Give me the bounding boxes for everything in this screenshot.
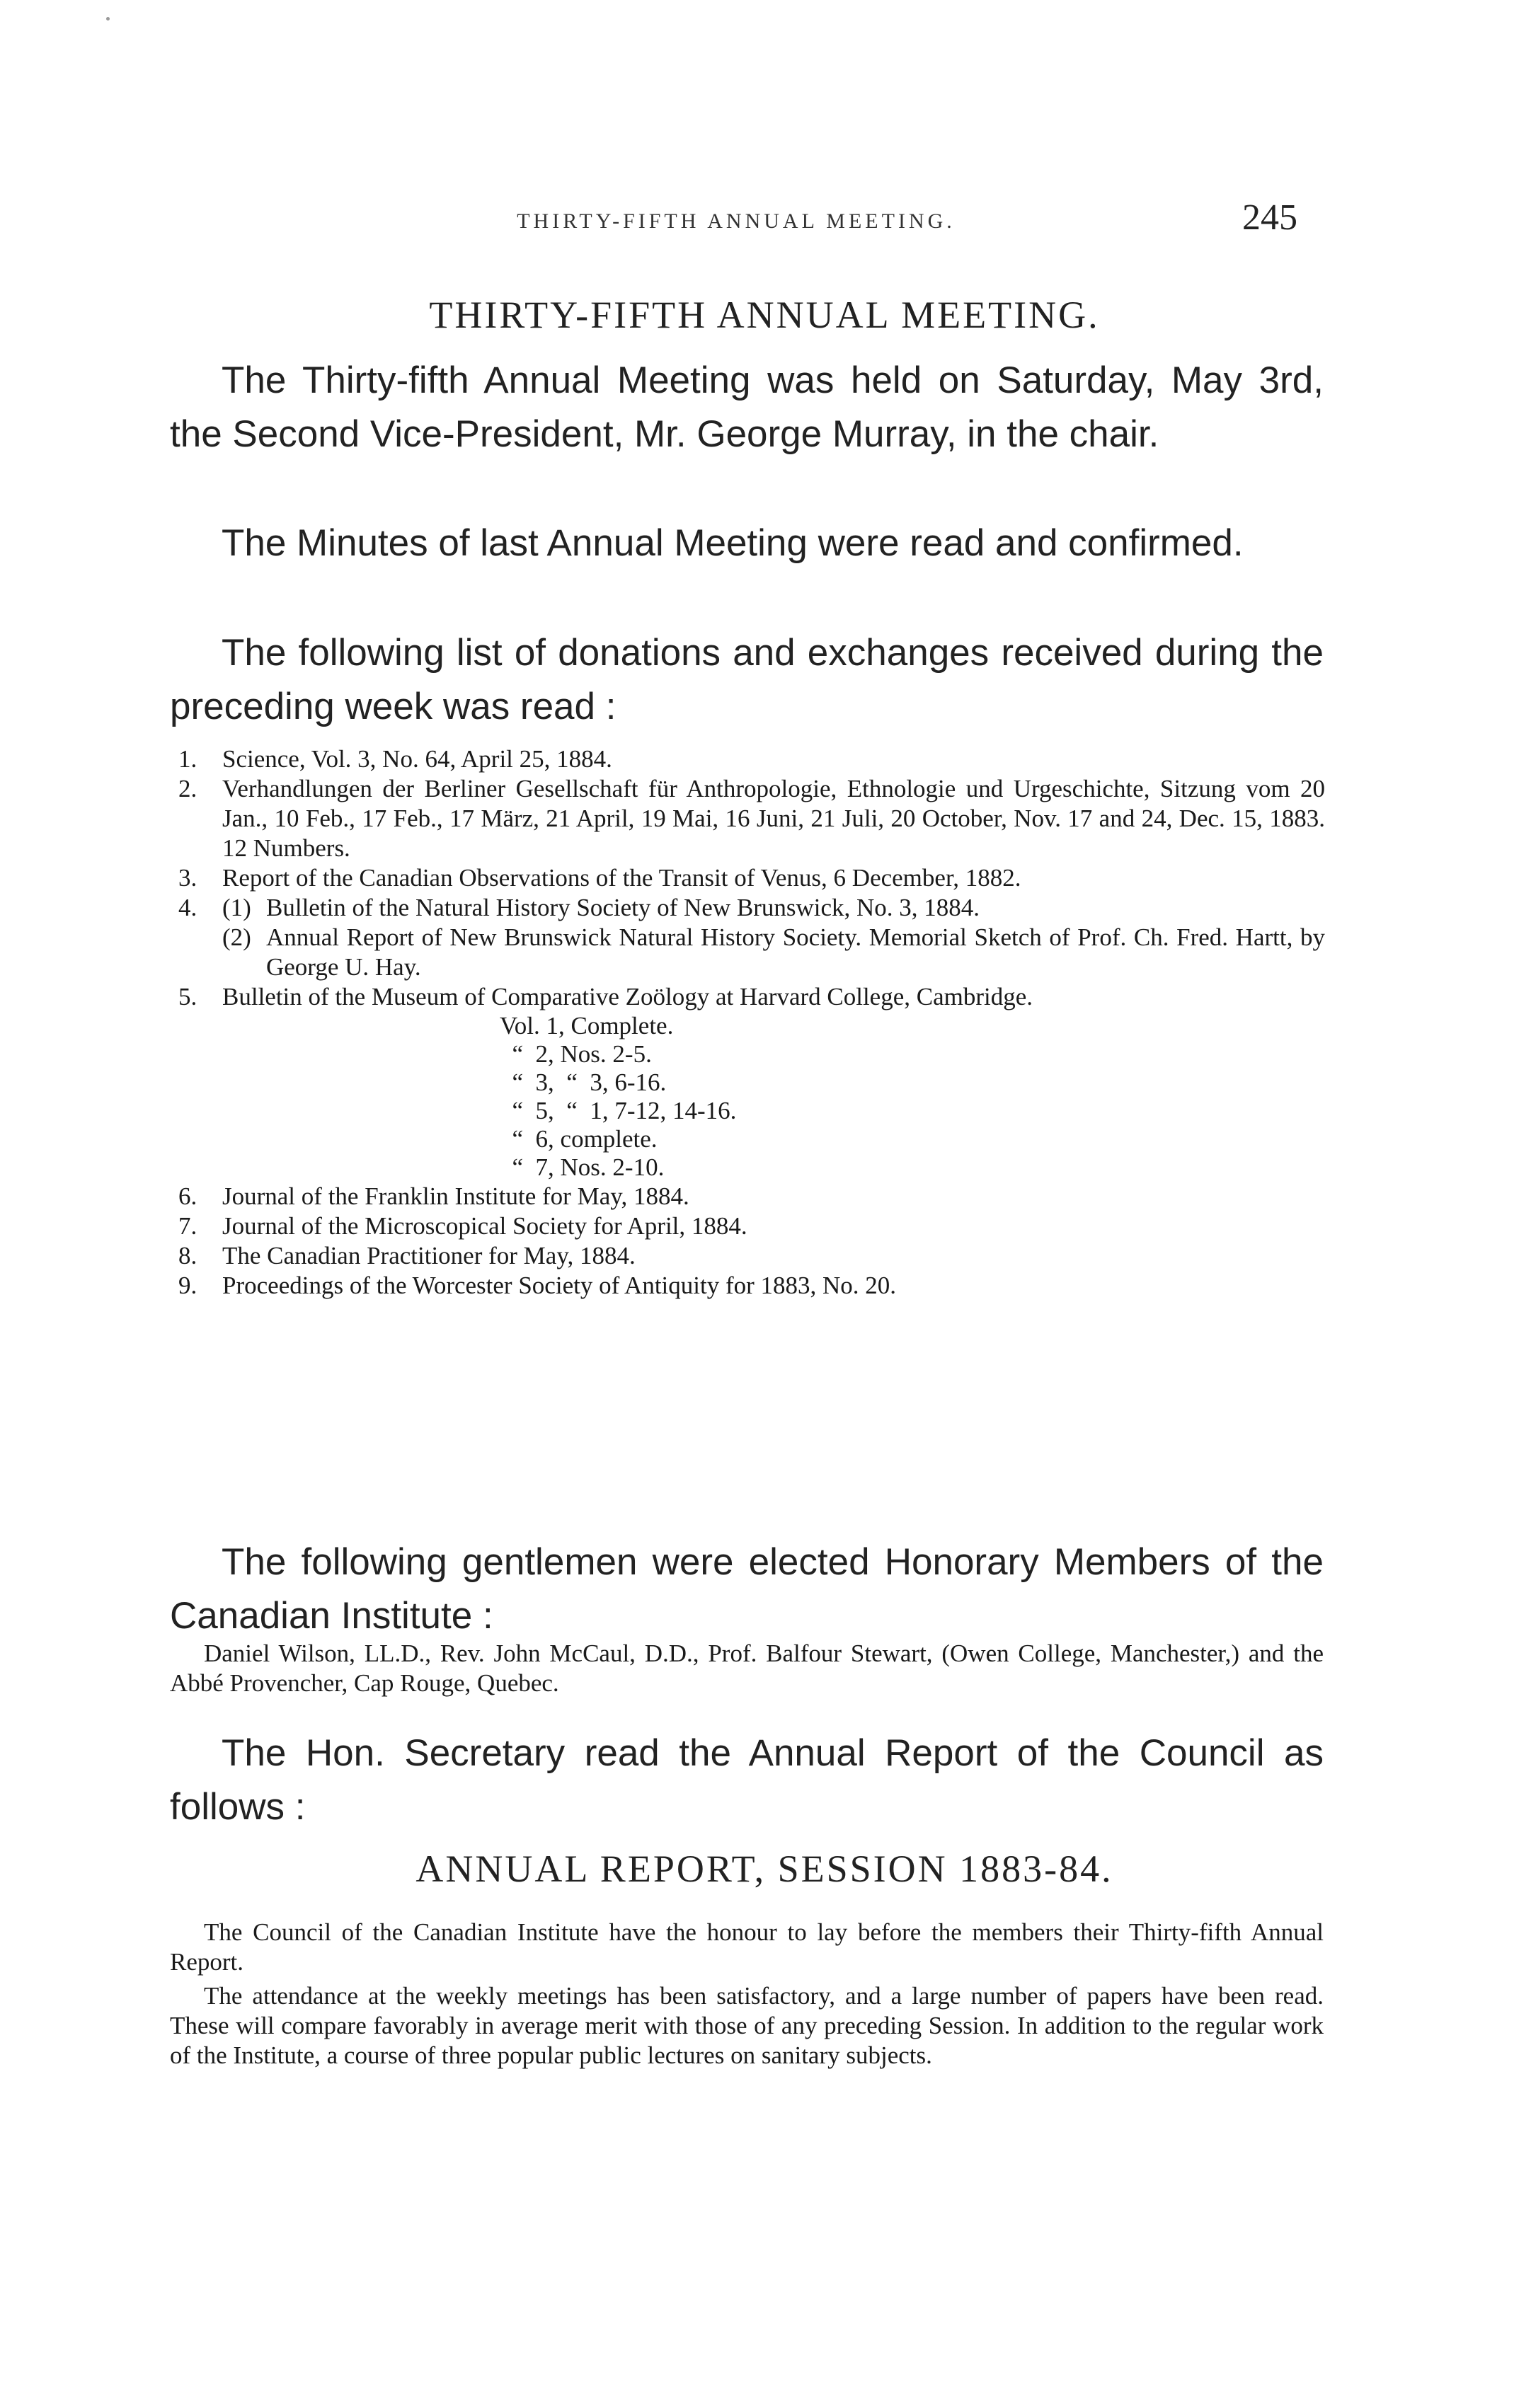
volume-row: “ 2, Nos. 2-5. (500, 1040, 652, 1068)
sub-item-text: Bulletin of the Natural History Society of New Brunswick, No. 3, 1884. (266, 894, 980, 921)
scan-speck (106, 17, 110, 21)
volume-row: “ 7, Nos. 2-10. (500, 1153, 665, 1181)
item-text: Report of the Canadian Observations of the Transit of Venus, 6 December, 1882. (222, 864, 1021, 892)
item-text: Journal of the Franklin Institute for May, 1884. (222, 1182, 689, 1210)
paragraph-secretary: The Hon. Secretary read the Annual Report of the Council as follows : (170, 1732, 1324, 1828)
report-heading: ANNUAL REPORT, SESSION 1883-84. (415, 1848, 1113, 1890)
item-number: 6. (178, 1182, 197, 1210)
paragraph-honorary-names: Daniel Wilson, LL.D., Rev. John McCaul, D.D., Prof. Balfour Stewart, (Owen College, Manchester,) and the Abbé Provencher, Cap Rouge, Quebec. (170, 1640, 1324, 1697)
paragraph-donations-intro: The following list of donations and exchanges received during the preceding week was read : (170, 632, 1324, 727)
report-paragraph-2: The attendance at the weekly meetings has been satisfactory, and a large number of papers have been read. These will compare favorably in average merit with those of any preceding Session. In addition to the regular work of the Institute, a course of three popular public lectures on sanitary subjects. (170, 1982, 1324, 2069)
list-item (178, 893, 1325, 982)
item-text: Bulletin of the Museum of Comparative Zoölogy at Harvard College, Cambridge. (222, 983, 1033, 1010)
paragraph-meeting: The Thirty-fifth Annual Meeting was held on Saturday, May 3rd, the Second Vice-President, Mr. George Murray, in the chair. (170, 359, 1324, 455)
item-sublist (222, 893, 1325, 982)
item-number: 7. (178, 1212, 197, 1240)
paragraph-honorary-intro: The following gentlemen were elected Honorary Members of the Canadian Institute : (170, 1541, 1324, 1637)
item-text: Verhandlungen der Berliner Gesellschaft für Anthropologie, Ethnologie und Urgeschichte, Sitzung vom 20 Jan., 10 Feb., 17 Feb., 17 März, 21 April, 19 Mai, 16 Juni, 21 Juli, 20 October, Nov. 17 and 24, Dec. 15, 1883. 12 Numbers. (222, 775, 1325, 862)
item-number: 3. (178, 864, 197, 892)
item-number: 9. (178, 1272, 197, 1299)
volume-table (500, 1012, 1325, 1182)
paragraph-minutes: The Minutes of last Annual Meeting were read and confirmed. (222, 522, 1244, 564)
volume-row: “ 6, complete. (500, 1125, 658, 1153)
volume-row: “ 5, “ 1, 7-12, 14-16. (500, 1097, 737, 1124)
item-text: Journal of the Microscopical Society for April, 1884. (222, 1212, 747, 1240)
item-number: 8. (178, 1242, 197, 1269)
list-item (178, 1182, 1325, 1211)
sub-item (222, 893, 1325, 923)
list-item (178, 863, 1325, 893)
item-number: 5. (178, 983, 197, 1010)
item-text: Science, Vol. 3, No. 64, April 25, 1884. (222, 745, 612, 773)
volume-row: Vol. 1, Complete. (500, 1012, 674, 1039)
list-item (178, 774, 1325, 863)
sub-item (222, 923, 1325, 982)
section-title: THIRTY-FIFTH ANNUAL MEETING. (429, 294, 1100, 336)
list-item (178, 1211, 1325, 1241)
item-number: 4. (178, 894, 197, 921)
item-number: 2. (178, 775, 197, 802)
sub-item-number: (1) (222, 894, 251, 921)
running-head: THIRTY-FIFTH ANNUAL MEETING. (517, 209, 956, 233)
sub-item-number: (2) (222, 923, 251, 951)
item-text: Proceedings of the Worcester Society of Antiquity for 1883, No. 20. (222, 1272, 897, 1299)
sub-item-text: Annual Report of New Brunswick Natural History Society. Memorial Sketch of Prof. Ch. Fred. Hartt, by George U. Hay. (266, 923, 1325, 981)
item-number: 1. (178, 745, 197, 773)
list-item (178, 1271, 1325, 1301)
list-item (178, 982, 1325, 1182)
item-text: The Canadian Practitioner for May, 1884. (222, 1242, 636, 1269)
list-item (178, 744, 1325, 774)
page-number: 245 (1242, 197, 1297, 238)
donations-list (178, 744, 1325, 1301)
list-item (178, 1241, 1325, 1271)
volume-row: “ 3, “ 3, 6-16. (500, 1068, 667, 1096)
report-paragraph-1: The Council of the Canadian Institute have the honour to lay before the members their Thirty-fifth Annual Report. (170, 1918, 1324, 1976)
